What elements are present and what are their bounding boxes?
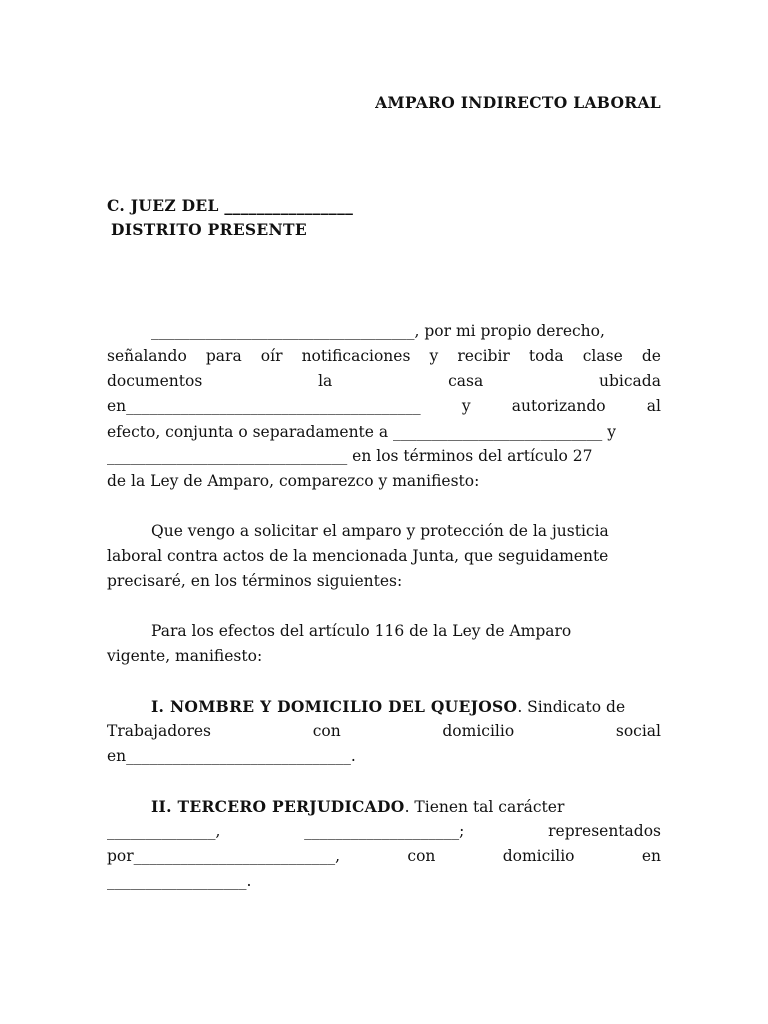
word: casa <box>448 372 484 390</box>
word: al <box>646 397 661 415</box>
section-2-text: . Tienen tal carácter <box>404 798 565 816</box>
word: y <box>429 347 439 365</box>
p2-line-3: precisaré, en los términos siguientes: <box>107 572 403 590</box>
word: domicilio <box>442 722 515 740</box>
section-2-line-3 <box>107 844 661 869</box>
word: Trabajadores <box>107 722 211 740</box>
p1-line-7: de la Ley de Amparo, comparezco y manifiesto: <box>107 472 480 490</box>
section-2-line-4: __________________. <box>107 872 252 890</box>
section-1-line-1 <box>151 694 661 720</box>
section-2-heading: II. TERCERO PERJUDICADO <box>151 797 405 816</box>
word: clase <box>582 347 623 365</box>
p2-line-2: laboral contra actos de la mencionada Junta, que seguidamente <box>107 547 609 565</box>
p1-line-6: _______________________________ en los términos del artículo 27 <box>107 447 593 465</box>
word: documentos <box>107 372 203 390</box>
p1-line-1: __________________________________, por mi propio derecho, <box>151 322 605 340</box>
section-1-text: . Sindicato de <box>517 698 626 716</box>
section-1-heading: I. NOMBRE Y DOMICILIO DEL QUEJOSO <box>151 697 518 716</box>
word: notificaciones <box>301 347 411 365</box>
word: ____________________; <box>304 822 465 840</box>
word: en______________________________________ <box>107 397 421 415</box>
word: con <box>407 847 436 865</box>
section-1-line-3: en_____________________________. <box>107 747 356 765</box>
word: oír <box>260 347 283 365</box>
word: señalando <box>107 347 187 365</box>
word: con <box>312 722 341 740</box>
addressee-line: C. JUEZ DEL ________________ <box>107 196 354 215</box>
district-line: DISTRITO PRESENTE <box>111 220 307 239</box>
section-2-line-2 <box>107 819 661 844</box>
p2-line-1: Que vengo a solicitar el amparo y protección de la justicia <box>151 522 609 540</box>
section-1-line-2 <box>107 719 661 744</box>
word: autorizando <box>511 397 606 415</box>
p1-line-4 <box>107 394 661 419</box>
word: para <box>205 347 242 365</box>
word: ______________, <box>107 822 221 840</box>
word: de <box>641 347 661 365</box>
word: la <box>318 372 333 390</box>
p1-line-3 <box>107 369 661 394</box>
p1-line-2 <box>107 344 661 369</box>
section-2-line-1 <box>151 794 661 820</box>
word: representados <box>548 822 661 840</box>
word: social <box>615 722 661 740</box>
document-title: AMPARO INDIRECTO LABORAL <box>375 93 661 112</box>
p3-line-1: Para los efectos del artículo 116 de la Ley de Amparo <box>151 622 572 640</box>
word: recibir <box>457 347 510 365</box>
word: domicilio <box>502 847 575 865</box>
word: toda <box>528 347 564 365</box>
word: y <box>461 397 471 415</box>
word: ubicada <box>599 372 661 390</box>
p3-line-2: vigente, manifiesto: <box>107 647 263 665</box>
word: en <box>641 847 661 865</box>
word: por__________________________, <box>107 847 341 865</box>
p1-line-5: efecto, conjunta o separadamente a ___________________________ y <box>107 423 616 441</box>
